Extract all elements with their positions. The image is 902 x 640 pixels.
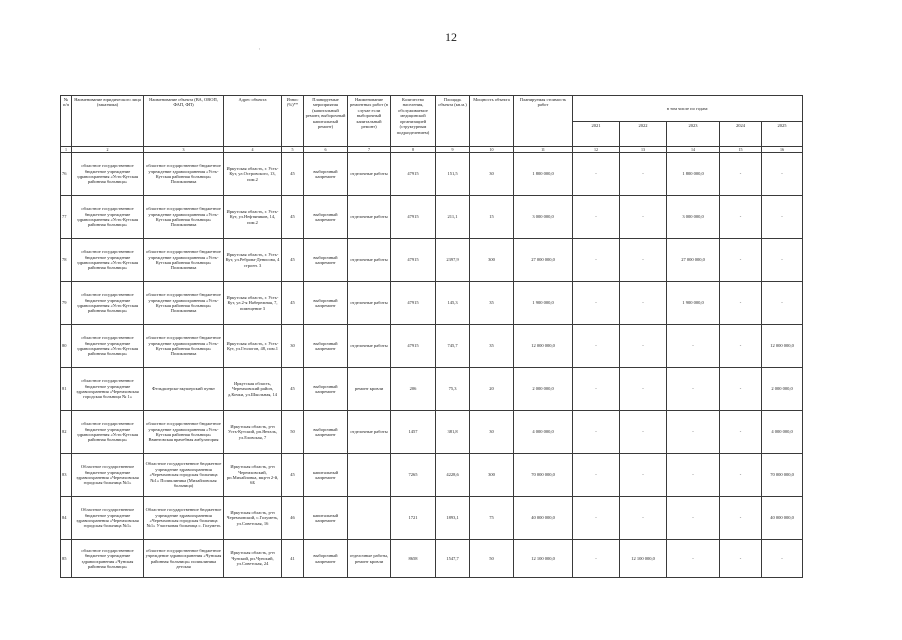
year-2021-cell: - [573,411,620,454]
table-row [61,282,803,325]
area-cell: 151,5 [436,153,470,196]
year-2024-cell: - [720,325,762,368]
scan-mark: · [258,44,261,54]
object-name-cell: областное государственное бюджетное учреждение здравоохранения «Усть-Кутская районная больница» Поликлиника [144,282,224,325]
year-2022-cell: - [620,325,667,368]
works-cell: отделочные работы [348,325,391,368]
works-cell [348,497,391,540]
year-2025-cell: - [762,282,803,325]
year-2025-cell: 40 000 000,0 [762,497,803,540]
year-2022-cell: 12 100 000,0 [620,540,667,578]
year-2023-cell: - [667,540,720,578]
measure-cell: выборочный капремонт [304,153,348,196]
measure-cell: выборочный капремонт [304,239,348,282]
population-cell: 47915 [391,153,436,196]
year-2025-cell: 2 000 000,0 [762,368,803,411]
organization-cell: областное государственное бюджетное учреждение здравоохранения «Усть-Кутская районная больница» [72,325,144,368]
year-2025-cell: - [762,540,803,578]
wear-cell: 45 [282,368,304,411]
year-2021-cell: - [573,454,620,497]
table-body [61,153,803,578]
wear-cell: 45 [282,282,304,325]
measure-cell: капитальный капремонт [304,454,348,497]
row-number: 84 [61,497,72,540]
population-cell: 47915 [391,196,436,239]
year-2022-cell: - [620,196,667,239]
cost-cell: 12 100 000,0 [514,540,573,578]
repair-program-table [60,95,803,578]
organization-cell: Областное государственное бюджетное учреждение здравоохранения «Черемховская городская больница №1» [72,454,144,497]
header-col-object-name: Наименование объекта (ВА, ОВОП, ФАП, ФП) [144,96,224,147]
object-name-cell: Областное государственное бюджетное учреждение здравоохранения «Черемховская городская больница №1» Поликлиника (Михайловская больница) [144,454,224,497]
year-2024-cell: - [720,282,762,325]
organization-cell: областное государственное бюджетное учреждение здравоохранения «Усть-Кутская районная больница» [72,196,144,239]
year-2024-cell: - [720,454,762,497]
table-row [61,368,803,411]
organization-cell: областное государственное бюджетное учреждение здравоохранения «Усть-Кутская районная больница» [72,153,144,196]
table-row [61,239,803,282]
year-2023-cell: 3 000 000,0 [667,196,720,239]
works-cell: отделочные работы, ремонт кровли [348,540,391,578]
table-row [61,411,803,454]
year-2024-cell: - [720,196,762,239]
year-2021-cell: - [573,368,620,411]
capacity-cell: 50 [470,540,514,578]
organization-cell: областное государственное бюджетное учреждение здравоохранения «Усть-Кутская районная больница» [72,239,144,282]
header-col-wear: Износ (%)** [282,96,304,147]
wear-cell: 45 [282,239,304,282]
wear-cell: 45 [282,454,304,497]
capacity-cell: 300 [470,239,514,282]
works-cell: отделочные работы [348,153,391,196]
header-col-area: Площадь объекта (кв.м.) [436,96,470,147]
header-col-address: Адрес объекта [224,96,282,147]
organization-cell: областное государственное бюджетное учреждение здравоохранения «Усть-Кутская районная больница» [72,411,144,454]
population-cell: 47915 [391,325,436,368]
column-number: 15 [720,147,762,153]
address-cell: Иркутская область, р-н Черемховский, с.Голуметь, ул.Советская, 16 [224,497,282,540]
year-2021-cell: - [573,282,620,325]
wear-cell: 46 [282,497,304,540]
row-number: 81 [61,368,72,411]
address-cell: Иркутская область, р-н Черемховский, рп.Михайловка, мкр-н 2-й, 6Б [224,454,282,497]
population-cell: 8658 [391,540,436,578]
year-2025-cell: 70 000 000,0 [762,454,803,497]
table-row [61,540,803,578]
year-2023-cell: 27 000 000,0 [667,239,720,282]
area-cell: 381,8 [436,411,470,454]
object-name-cell: областное государственное бюджетное учреждение здравоохранения «Чунская районная больница» поликлиника детская [144,540,224,578]
table-row [61,153,803,196]
cost-cell: 1 900 000,0 [514,282,573,325]
works-cell [348,454,391,497]
header-col-cost: Планируемая стоимость работ [514,96,573,147]
area-cell: 75,3 [436,368,470,411]
address-cell: Иркутская область, г. Усть-Кут, ул.Нефтяников, 14, пом.2 [224,196,282,239]
capacity-cell: 300 [470,454,514,497]
object-name-cell: Областное государственное бюджетное учреждение здравоохранения «Черемховская городская больница №1» Участковая больница с. Голуметь [144,497,224,540]
column-number: 14 [667,147,720,153]
area-cell: 1547,7 [436,540,470,578]
row-number: 78 [61,239,72,282]
year-2024-cell: - [720,411,762,454]
year-2025-cell: - [762,239,803,282]
address-cell: Иркутская область, р-н Усть-Кутский, рп.Янталь, ул.Еловская, 7 [224,411,282,454]
cost-cell: 40 000 000,0 [514,497,573,540]
year-2021-cell: - [573,325,620,368]
column-number: 13 [620,147,667,153]
cost-cell: 1 800 000,0 [514,153,573,196]
header-col-population: Количество населения, обслуживаемое медицинской организацией (структурным подразделением) [391,96,436,147]
area-cell: 1893,1 [436,497,470,540]
year-2022-cell: - [620,497,667,540]
wear-cell: 45 [282,196,304,239]
population-cell: 206 [391,368,436,411]
header-year-2022: 2022 [620,122,667,147]
year-2024-cell: - [720,540,762,578]
year-2023-cell: - [667,368,720,411]
works-cell: отделочные работы [348,196,391,239]
year-2024-cell: - [720,153,762,196]
object-name-cell: Фельдшерско-акушерский пункт [144,368,224,411]
header-col-works: Наименование ремонтных работ (в случае если выборочный капитальный ремонт) [348,96,391,147]
column-number: 8 [391,147,436,153]
measure-cell: выборочный капремонт [304,540,348,578]
year-2023-cell: - [667,325,720,368]
works-cell: ремонт кровли [348,368,391,411]
column-number: 4 [224,147,282,153]
year-2022-cell: - [620,411,667,454]
cost-cell: 2 000 000,0 [514,368,573,411]
capacity-cell: 75 [470,497,514,540]
address-cell: Иркутская область, Черемховский район, д.Кочки, ул.Школьная, 14 [224,368,282,411]
column-number: 5 [282,147,304,153]
column-number: 11 [514,147,573,153]
header-col-measures: Планируемые мероприятия (капитальный ремонт, выборочный капитальный ремонт) [304,96,348,147]
cost-cell: 12 000 000,0 [514,325,573,368]
object-name-cell: областное государственное бюджетное учреждение здравоохранения «Усть-Кутская районная больница» Поликлиника [144,325,224,368]
year-2024-cell: - [720,497,762,540]
address-cell: Иркутская область, р-н Чунский, рп.Чунский, ул.Советская, 24 [224,540,282,578]
column-number: 7 [348,147,391,153]
year-2021-cell: - [573,540,620,578]
capacity-cell: 20 [470,368,514,411]
header-years-group: в том числе по годам: [573,96,803,122]
repair-program-table-wrapper [60,95,802,578]
object-name-cell: областное государственное бюджетное учреждение здравоохранения «Усть-Кутская районная больница» Ввинтовская врачебная амбулатория [144,411,224,454]
area-cell: 4228,6 [436,454,470,497]
wear-cell: 41 [282,540,304,578]
measure-cell: выборочный капремонт [304,411,348,454]
year-2022-cell: - [620,153,667,196]
population-cell: 47915 [391,239,436,282]
organization-cell: областное государственное бюджетное учреждение здравоохранения «Чунская районная больница» [72,540,144,578]
organization-cell: областное государственное бюджетное учреждение здравоохранения «Усть-Кутская районная больница» [72,282,144,325]
cost-cell: 27 000 000,0 [514,239,573,282]
year-2025-cell: - [762,153,803,196]
area-cell: 2397,9 [436,239,470,282]
measure-cell: выборочный капремонт [304,282,348,325]
table-row [61,196,803,239]
year-2021-cell: - [573,196,620,239]
table-row [61,454,803,497]
capacity-cell: 35 [470,282,514,325]
cost-cell: 4 000 000,0 [514,411,573,454]
column-number: 16 [762,147,803,153]
header-col-capacity: Мощность объекта [470,96,514,147]
column-number: 2 [72,147,144,153]
year-2023-cell: - [667,411,720,454]
year-2024-cell: - [720,239,762,282]
column-number: 1 [61,147,72,153]
organization-cell: Областное государственное бюджетное учреждение здравоохранения «Черемховская городская больница №1» [72,497,144,540]
year-2025-cell: 4 000 000,0 [762,411,803,454]
header-col-number: № п/п [61,96,72,147]
year-2022-cell: - [620,239,667,282]
row-number: 80 [61,325,72,368]
area-cell: 745,7 [436,325,470,368]
year-2024-cell: - [720,368,762,411]
table-row [61,497,803,540]
cost-cell: 3 000 000,0 [514,196,573,239]
measure-cell: выборочный капремонт [304,196,348,239]
capacity-cell: 30 [470,153,514,196]
wear-cell: 50 [282,411,304,454]
page-number: 12 [445,30,457,44]
column-number: 6 [304,147,348,153]
object-name-cell: областное государственное бюджетное учреждение здравоохранения «Усть-Кутская районная больница» Поликлиника [144,153,224,196]
year-2025-cell: 12 000 000,0 [762,325,803,368]
year-2025-cell: - [762,196,803,239]
capacity-cell: 15 [470,196,514,239]
object-name-cell: областное государственное бюджетное учреждение здравоохранения «Усть-Кутская районная больница» Поликлиника [144,196,224,239]
year-2022-cell: - [620,454,667,497]
header-year-2023: 2023 [667,122,720,147]
works-cell: отделочные работы [348,239,391,282]
measure-cell: капитальный капремонт [304,497,348,540]
header-col-organization: Наименование юридического лица (заказчика) [72,96,144,147]
area-cell: 211,1 [436,196,470,239]
organization-cell: областное государственное бюджетное учреждение здравоохранения «Черемховская городская больница № 1» [72,368,144,411]
year-2022-cell: - [620,368,667,411]
capacity-cell: 35 [470,325,514,368]
population-cell: 47915 [391,282,436,325]
row-number: 77 [61,196,72,239]
address-cell: Иркутская область, г. Усть-Кут, ул.2-я Набережная, 7, помещение 3 [224,282,282,325]
row-number: 82 [61,411,72,454]
year-2021-cell: - [573,153,620,196]
row-number: 83 [61,454,72,497]
measure-cell: выборочный капремонт [304,325,348,368]
year-2023-cell: - [667,497,720,540]
measure-cell: выборочный капремонт [304,368,348,411]
address-cell: Иркутская область, г. Усть-Кут, ул.Реброва-Денисова, 4 строен. 3 [224,239,282,282]
cost-cell: 70 000 000,0 [514,454,573,497]
column-number: 3 [144,147,224,153]
population-cell: 1457 [391,411,436,454]
column-number: 10 [470,147,514,153]
object-name-cell: областное государственное бюджетное учреждение здравоохранения «Усть-Кутская районная больница» Поликлиника [144,239,224,282]
column-number: 9 [436,147,470,153]
area-cell: 145,3 [436,282,470,325]
header-year-2025: 2025 [762,122,803,147]
year-2023-cell: 1 900 000,0 [667,282,720,325]
table-header [61,96,803,153]
year-2021-cell: - [573,497,620,540]
row-number: 76 [61,153,72,196]
row-number: 79 [61,282,72,325]
year-2023-cell: - [667,454,720,497]
table-row [61,325,803,368]
capacity-cell: 30 [470,411,514,454]
column-number: 12 [573,147,620,153]
wear-cell: 45 [282,153,304,196]
address-cell: Иркутская область, г. Усть-Кут, ул.Геологов, 48, пом.1 [224,325,282,368]
population-cell: 7265 [391,454,436,497]
population-cell: 1721 [391,497,436,540]
address-cell: Иркутская область, г. Усть-Кут, ул.Островского, 13, пом.2 [224,153,282,196]
works-cell: отделочные работы [348,411,391,454]
row-number: 85 [61,540,72,578]
header-year-2024: 2024 [720,122,762,147]
works-cell: отделочные работы [348,282,391,325]
year-2022-cell: - [620,282,667,325]
wear-cell: 30 [282,325,304,368]
year-2023-cell: 1 800 000,0 [667,153,720,196]
header-year-2021: 2021 [573,122,620,147]
year-2021-cell: - [573,239,620,282]
